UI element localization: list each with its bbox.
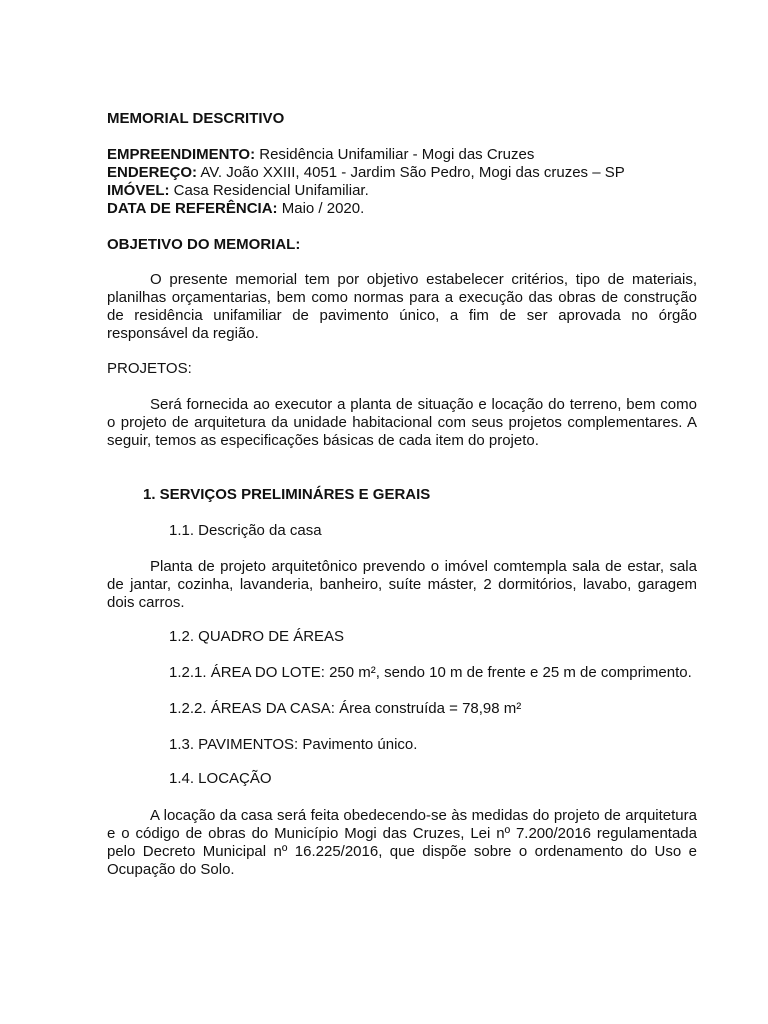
locacao-paragraph: A locação da casa será feita obedecendo-se às medidas do projeto de arquitetura e o código de obras do Município Mogi das Cruzes, Lei nº 7.200/2016 regulamentada pelo Decreto Municipal nº 16.225/2016, que dispõe sobre o ordenamento do Uso e Ocupação do Solo. bbox=[107, 807, 697, 878]
section-1-heading: 1. SERVIÇOS PRELIMINÁRES E GERAIS bbox=[143, 486, 431, 503]
empreendimento-label: EMPREENDIMENTO: bbox=[107, 146, 256, 163]
empreendimento-row bbox=[107, 146, 697, 164]
projetos-paragraph: Será fornecida ao executor a planta de situação e locação do terreno, bem como o projeto de arquitetura da unidade habitacional com seus projetos complementares. A seguir, temos as especificações básicas de cada item do projeto. bbox=[107, 396, 697, 449]
item-1-2-2: 1.2.2. ÁREAS DA CASA: Área construída = 78,98 m² bbox=[169, 700, 522, 717]
document-title: MEMORIAL DESCRITIVO bbox=[107, 110, 285, 127]
objetivo-heading: OBJETIVO DO MEMORIAL: bbox=[107, 236, 301, 253]
data-referencia-label: DATA DE REFERÊNCIA: bbox=[107, 200, 278, 217]
empreendimento-value: Residência Unifamiliar - Mogi das Cruzes bbox=[255, 146, 535, 163]
item-1-1: 1.1. Descrição da casa bbox=[169, 522, 322, 539]
endereco-label: ENDEREÇO: bbox=[107, 164, 198, 181]
item-1-2-1: 1.2.1. ÁREA DO LOTE: 250 m², sendo 10 m de frente e 25 m de comprimento. bbox=[169, 664, 692, 681]
data-referencia-row bbox=[107, 200, 697, 218]
projetos-heading: PROJETOS: bbox=[107, 360, 192, 377]
item-1-4: 1.4. LOCAÇÃO bbox=[169, 770, 272, 787]
item-1-3: 1.3. PAVIMENTOS: Pavimento único. bbox=[169, 736, 418, 753]
endereco-row bbox=[107, 164, 697, 182]
descricao-paragraph: Planta de projeto arquitetônico prevendo o imóvel comtempla sala de estar, sala de jantar, cozinha, lavanderia, banheiro, suíte máster, 2 dormitórios, lavabo, garagem dois carros. bbox=[107, 558, 697, 611]
objetivo-paragraph: O presente memorial tem por objetivo estabelecer critérios, tipo de materiais, planilhas orçamentarias, bem como normas para a execução das obras de construção de residência unifamiliar de pavimento único, a fim de ser aprovada no órgão responsável da região. bbox=[107, 271, 697, 342]
imovel-label: IMÓVEL: bbox=[107, 182, 170, 199]
data-referencia-value: Maio / 2020. bbox=[277, 200, 365, 217]
imovel-value: Casa Residencial Unifamiliar. bbox=[169, 182, 369, 199]
header-info bbox=[107, 146, 697, 218]
item-1-2: 1.2. QUADRO DE ÁREAS bbox=[169, 628, 345, 645]
endereco-value: AV. João XXIII, 4051 - Jardim São Pedro, Mogi das cruzes – SP bbox=[197, 164, 625, 181]
imovel-row bbox=[107, 182, 697, 200]
